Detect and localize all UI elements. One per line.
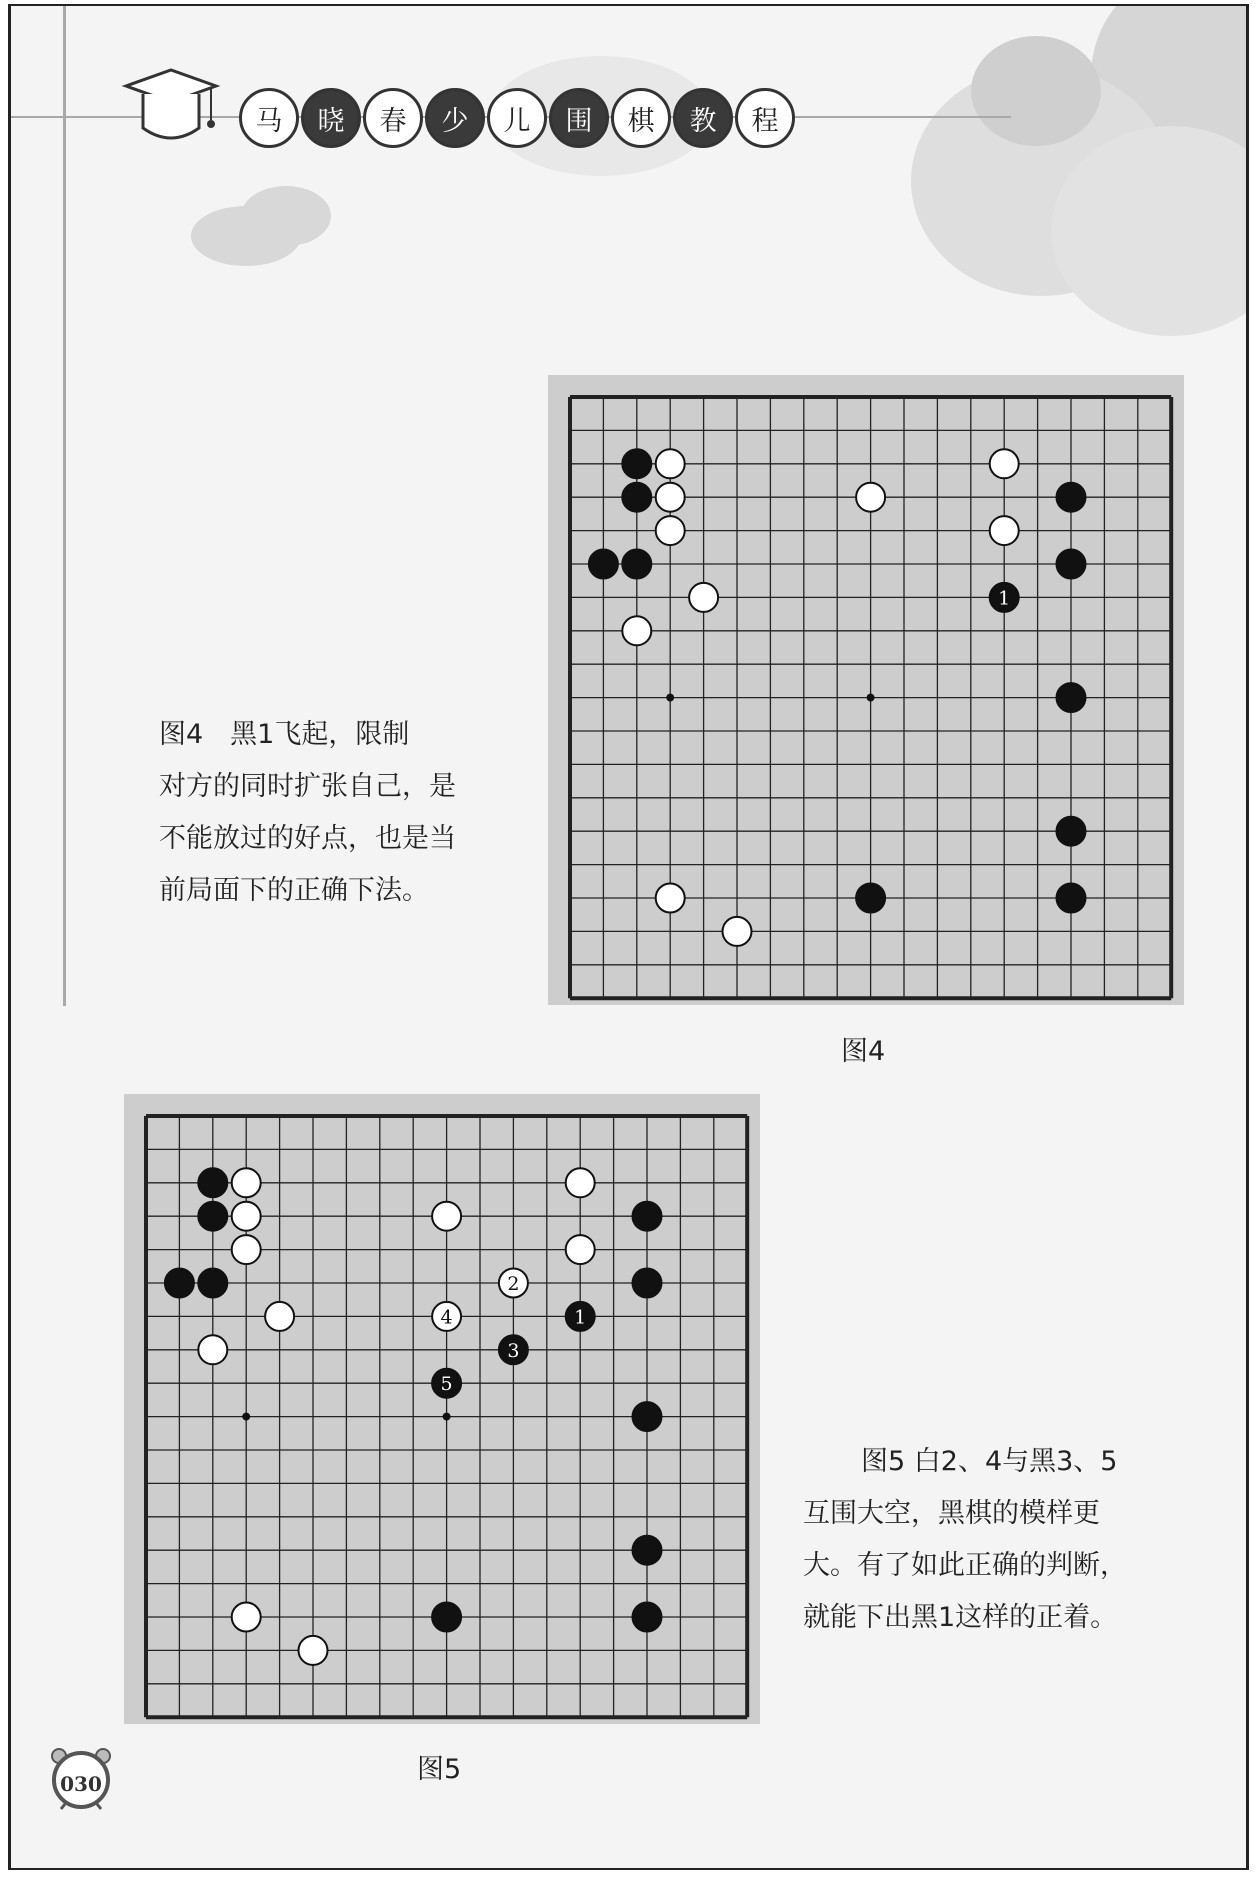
figure5-black-stone xyxy=(633,1269,662,1298)
figure4-black-stone xyxy=(1057,483,1086,512)
figure5-white-stone xyxy=(265,1302,294,1331)
title-char: 少 xyxy=(425,88,485,148)
figure5-white-stone xyxy=(232,1168,261,1197)
figure4-black-stone xyxy=(589,550,618,579)
cloud-decoration xyxy=(971,36,1101,146)
book-page xyxy=(8,4,1249,1870)
title-char: 程 xyxy=(735,88,795,148)
figure4-white-stone xyxy=(656,516,685,545)
figure5-white-stone xyxy=(232,1235,261,1264)
title-char: 棋 xyxy=(611,88,671,148)
figure5-white-stone xyxy=(232,1603,261,1632)
title-char: 晓 xyxy=(301,88,361,148)
figure4-black-stone xyxy=(1057,550,1086,579)
figure5-label: 图5 xyxy=(417,1754,462,1785)
figure5-white-stone xyxy=(566,1168,595,1197)
figure4-label: 图4 xyxy=(841,1036,886,1067)
title-char: 儿 xyxy=(487,88,547,148)
title-char: 马 xyxy=(239,88,299,148)
figure4-star-point xyxy=(867,694,875,702)
figure4-black-stone xyxy=(622,449,651,478)
title-char: 教 xyxy=(673,88,733,148)
figure5-star-point xyxy=(443,1413,451,1421)
page-number: 030 xyxy=(60,1772,102,1796)
go-board-figure5-grid xyxy=(124,1094,760,1724)
figure5-black-stone xyxy=(198,1202,227,1231)
go-board-figure4 xyxy=(548,375,1184,1005)
figure4-black-stone xyxy=(1057,884,1086,913)
figure4-black-stone xyxy=(1057,817,1086,846)
figure4-white-stone xyxy=(990,516,1019,545)
figure4-caption-line: 不能放过的好点，也是当 xyxy=(159,823,456,854)
figure4-white-stone xyxy=(656,884,685,913)
margin-rule-vertical xyxy=(63,6,66,1006)
figure5-white-stone xyxy=(566,1235,595,1264)
figure5-black-stone xyxy=(633,1202,662,1231)
figure4-caption-line: 对方的同时扩张自己，是 xyxy=(159,771,456,802)
figure5-white-stone xyxy=(299,1636,328,1665)
figure4-white-stone xyxy=(656,483,685,512)
figure5-white-stone xyxy=(432,1202,461,1231)
figure5-black-stone xyxy=(198,1168,227,1197)
figure5-caption-line: 互围大空，黑棋的模样更 xyxy=(803,1498,1100,1529)
figure5-move-number: 4 xyxy=(440,1306,453,1329)
figure4-caption xyxy=(159,709,539,917)
figure4-white-stone xyxy=(689,583,718,612)
figure4-white-stone xyxy=(723,917,752,946)
figure4-white-stone xyxy=(990,449,1019,478)
figure4-star-point xyxy=(666,694,674,702)
figure4-white-stone xyxy=(622,616,651,645)
figure5-black-stone xyxy=(198,1269,227,1298)
figure4-white-stone xyxy=(856,483,885,512)
figure4-black-stone xyxy=(1057,683,1086,712)
figure5-move-number: 5 xyxy=(440,1373,453,1396)
book-title xyxy=(239,88,795,148)
figure5-black-stone xyxy=(432,1603,461,1632)
figure4-white-stone xyxy=(656,449,685,478)
figure4-move-number: 1 xyxy=(998,587,1011,610)
figure5-black-stone xyxy=(633,1402,662,1431)
figure4-caption-line: 图4 黑1飞起，限制 xyxy=(159,719,410,750)
figure5-move-number: 1 xyxy=(574,1306,587,1329)
figure5-black-stone xyxy=(165,1269,194,1298)
title-char: 春 xyxy=(363,88,423,148)
figure5-white-stone xyxy=(198,1335,227,1364)
figure5-black-stone xyxy=(633,1536,662,1565)
figure5-move-number: 3 xyxy=(507,1339,520,1362)
go-board-figure4-grid xyxy=(548,375,1184,1005)
figure5-black-stone xyxy=(633,1603,662,1632)
figure5-move-number: 2 xyxy=(507,1273,520,1295)
go-board-figure5 xyxy=(124,1094,760,1724)
figure5-caption-line: 就能下出黑1这样的正着。 xyxy=(803,1602,1118,1633)
figure4-black-stone xyxy=(622,483,651,512)
figure5-caption-line: 图5 白2、4与黑3、5 xyxy=(861,1446,1118,1477)
title-char: 围 xyxy=(549,88,609,148)
graduation-cap-icon xyxy=(121,68,221,148)
figure5-white-stone xyxy=(232,1202,261,1231)
figure4-black-stone xyxy=(622,550,651,579)
figure4-caption-line: 前局面下的正确下法。 xyxy=(159,875,429,906)
figure4-black-stone xyxy=(856,884,885,913)
figure5-caption-line: 大。有了如此正确的判断， xyxy=(803,1550,1127,1581)
figure5-caption xyxy=(803,1436,1223,1644)
figure5-star-point xyxy=(242,1413,250,1421)
cloud-decoration xyxy=(241,186,331,246)
